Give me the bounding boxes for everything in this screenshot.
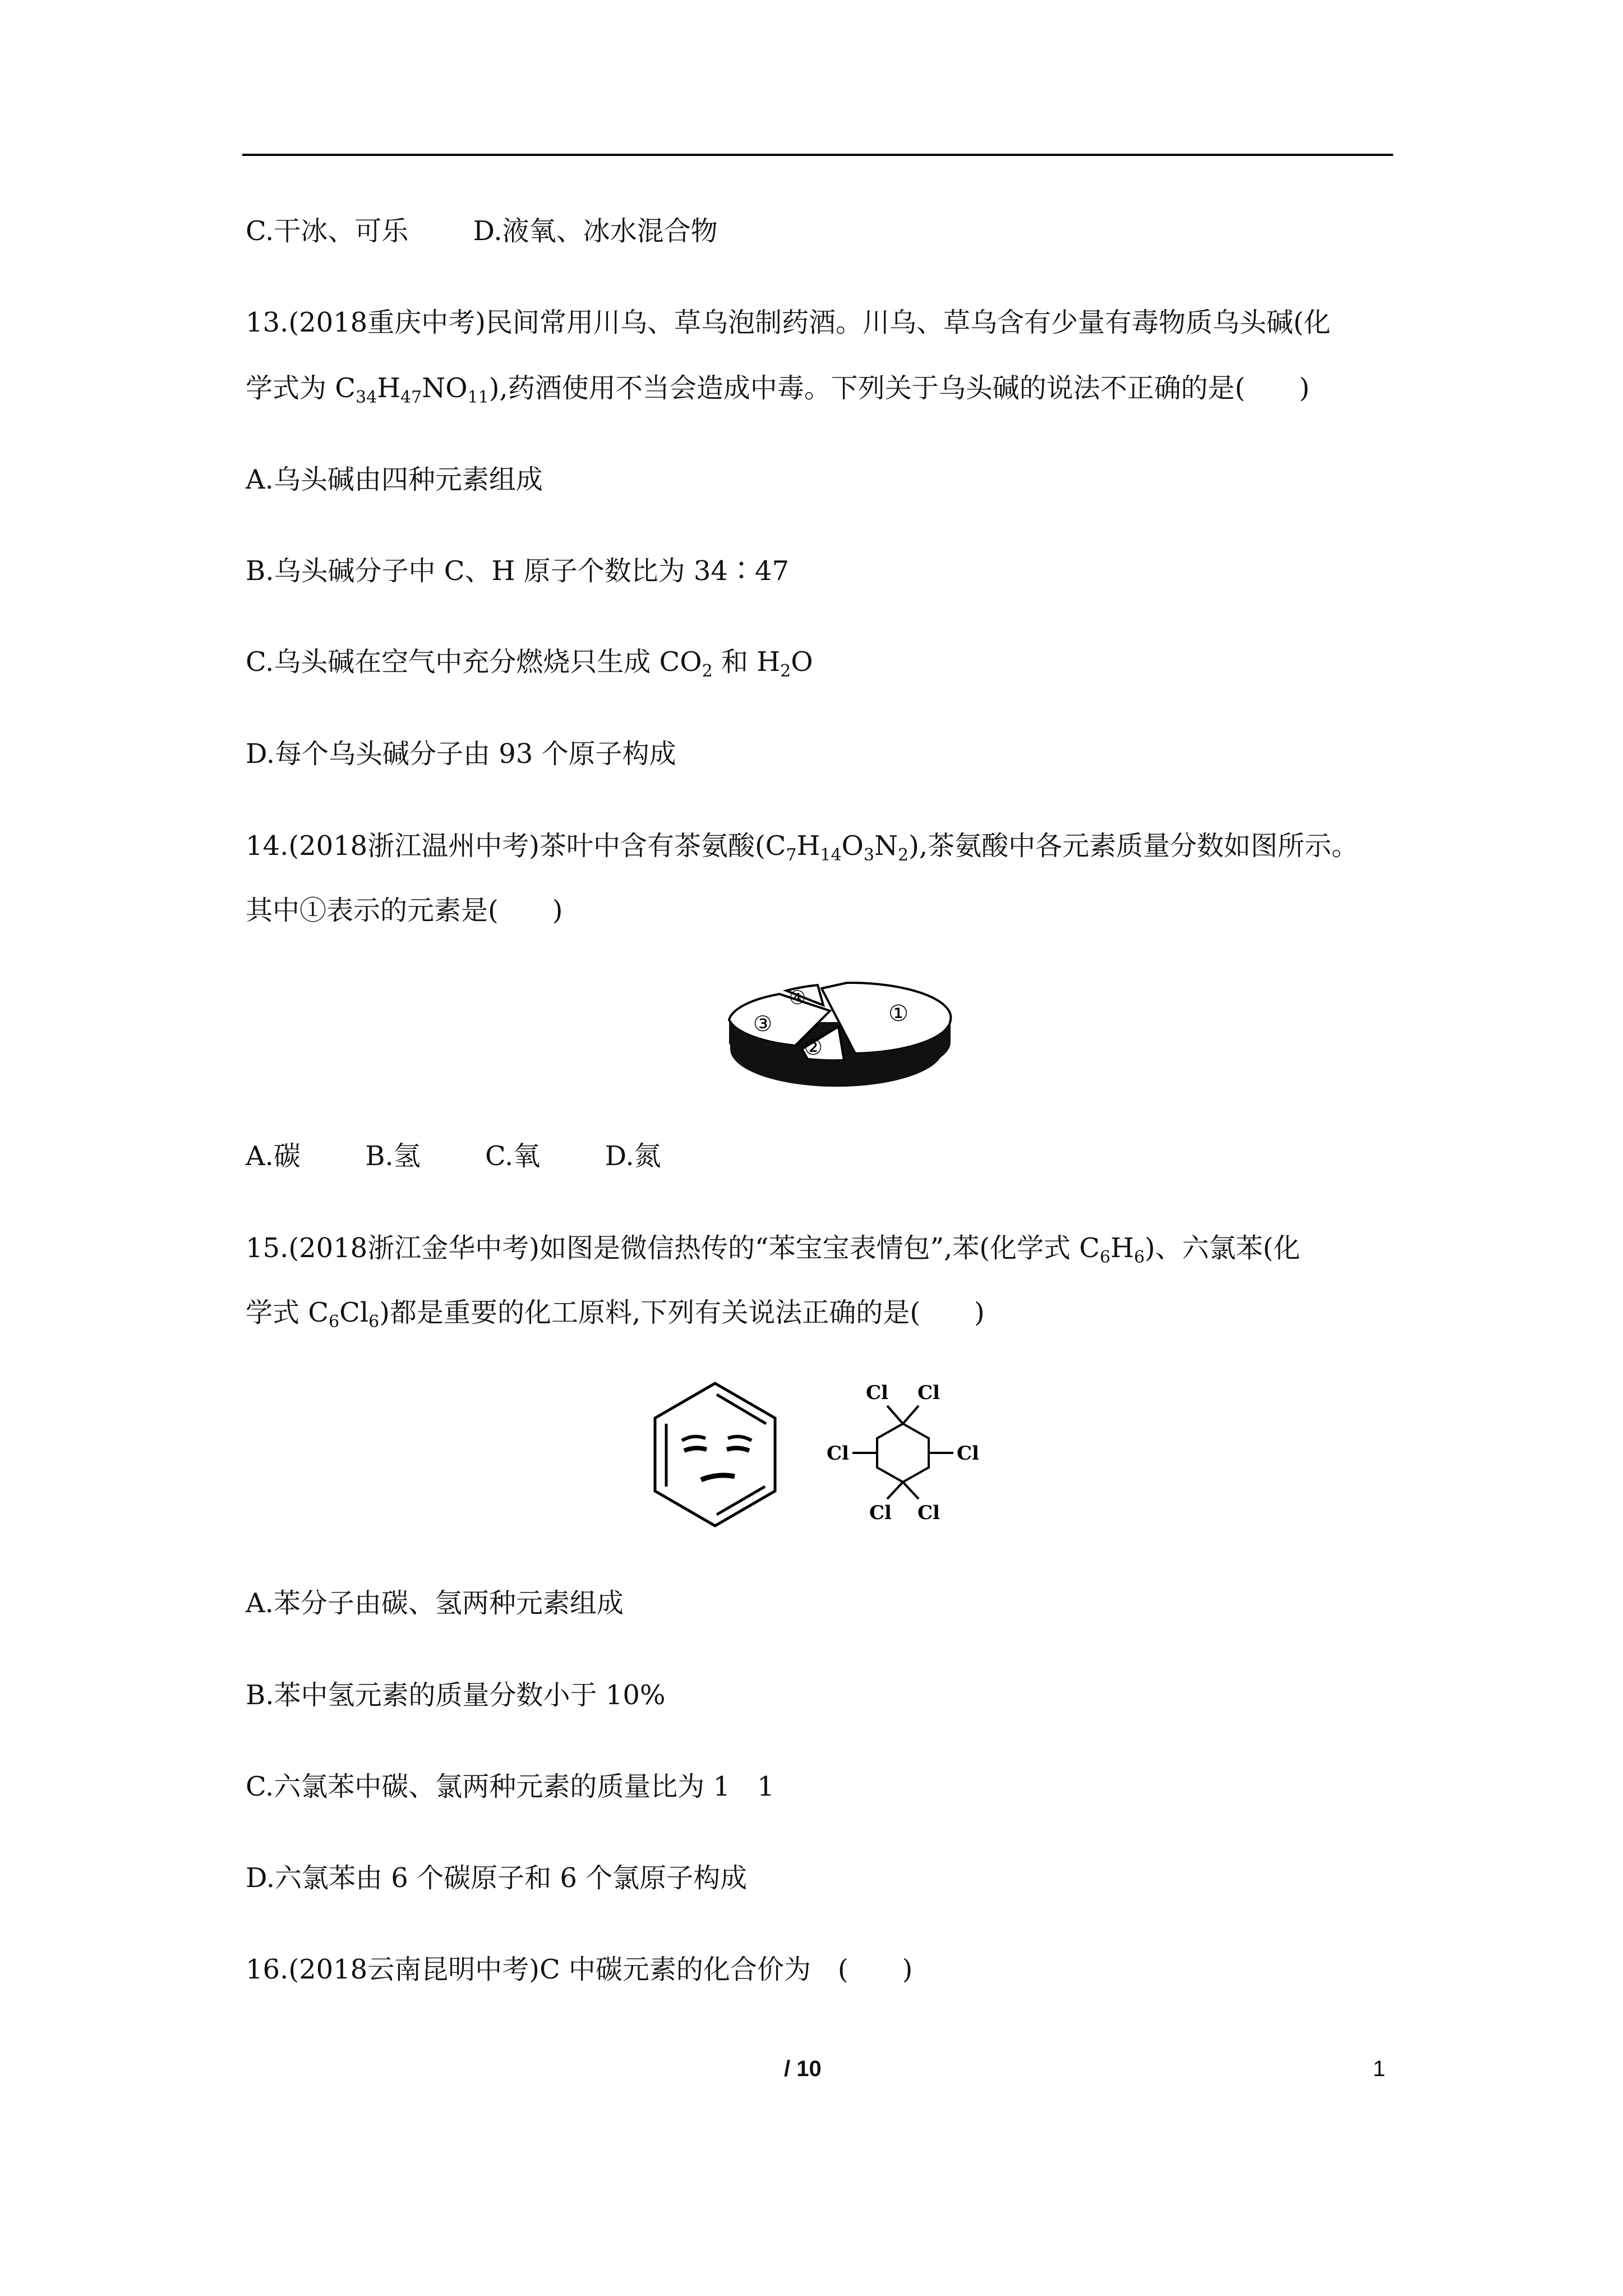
cl-label-top-left: Cl [866,1382,888,1404]
q14-option-c: C.氧 [485,1140,541,1172]
pie-label-3: ③ [753,1011,773,1036]
benzene-emoji-figure [651,1380,780,1531]
cl-label-bottom-left: Cl [869,1502,892,1524]
cl-label-right: Cl [957,1442,979,1465]
footer-page-number: 1 [1373,2056,1386,2081]
q15-option-a: A.苯分子由碳、氢两种元素组成 [246,1588,624,1619]
q13-option-d: D.每个乌头碱分子由 93 个原子构成 [246,738,676,770]
q14-option-d: D.氮 [605,1140,661,1172]
cl-label-bottom-right: Cl [917,1502,940,1524]
q13-stem-line1: 13.(2018重庆中考)民间常用川乌、草乌泡制药酒。川乌、草乌含有少量有毒物质乌头碱(化 [246,307,1331,338]
q14-stem-line2: 其中①表示的元素是( ) [246,895,563,926]
q14-stem-line1: 14.(2018浙江温州中考)茶叶中含有茶氨酸$(C_7H_{14}O_3N_2)$,茶氨酸中各元素质量分数如图所示。 [246,830,1359,865]
pie-label-2: ② [803,1035,823,1060]
cl-label-top-right: Cl [917,1382,940,1404]
q14-pie-chart-figure [723,970,959,1094]
hexachlorobenzene-figure [819,1380,987,1531]
q14-option-a: A.碳 [246,1140,301,1172]
q15-stem-line1: 15.(2018浙江金华中考)如图是微信热传的“苯宝宝表情包”,苯(化学式 $C_6H_6$)、六氯苯(化 [246,1232,1301,1267]
q12-options [246,214,718,248]
q15-stem-line2: 学式 $C_6Cl_6$)都是重要的化工原料,下列有关说法正确的是( ) [246,1297,985,1332]
q13-stem-line2: 学式为 $C_{34}H_{47}NO_{11}$),药酒使用不当会造成中毒。下列关于乌头碱的说法不正确的是( ) [246,372,1310,407]
footer-page-total: / 10 [784,2056,822,2081]
pie-label-4: ④ [789,987,806,1009]
q15-option-b: B.苯中氢元素的质量分数小于 10% [246,1680,666,1711]
q12-option-d: D.液氧、冰水混合物 [473,215,718,247]
q13-option-b: B.乌头碱分子中 C、H 原子个数比为 34∶47 [246,555,790,587]
q13-option-a: A.乌头碱由四种元素组成 [246,464,543,495]
q15-option-c: C.六氯苯中碳、氯两种元素的质量比为 1 1 [246,1771,774,1802]
q16-stem-line1: 16.(2018云南昆明中考)C 中碳元素的化合价为 ( ) [246,1954,913,1985]
pie-label-1: ① [888,1001,909,1027]
q14-options [246,1139,661,1173]
q13-option-c: C.乌头碱在空气中充分燃烧只生成 $CO_2$ 和 $H_2O$ [246,646,813,681]
q12-option-c: C.干冰、可乐 [246,215,409,247]
q14-option-b: B.氢 [365,1140,421,1172]
header-rule [242,154,1393,156]
cl-label-left: Cl [827,1442,849,1465]
q15-option-d: D.六氯苯由 6 个碳原子和 6 个氯原子构成 [246,1862,748,1894]
